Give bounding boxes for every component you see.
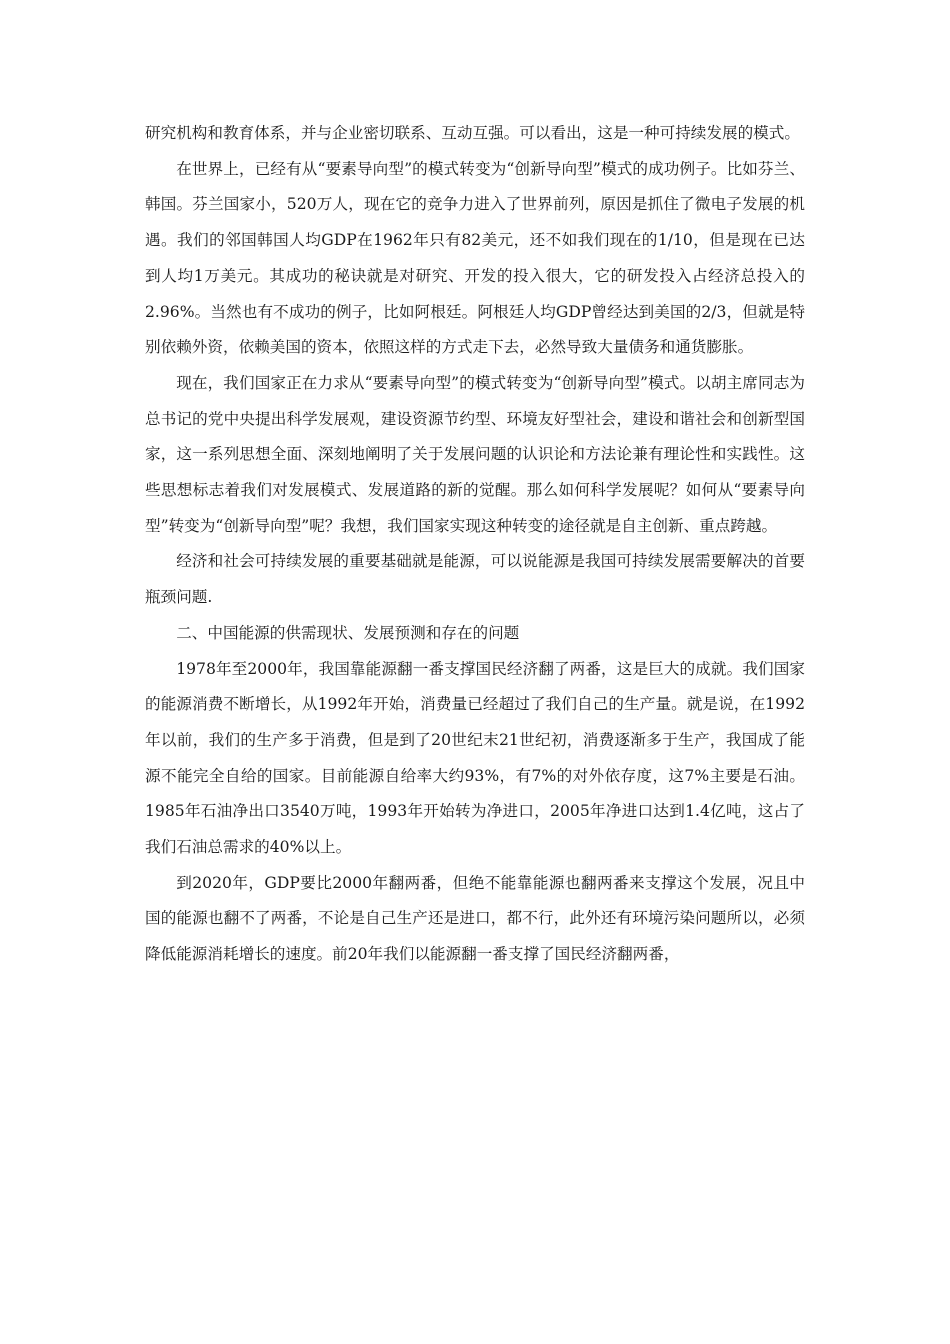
paragraph-2020-outlook: 到2020年，GDP要比2000年翻两番，但绝不能靠能源也翻两番来支撑这个发展，况且中国的能源也翻不了两番，不论是自己生产还是进口，都不行，此外还有环境污染问题所以，必须降低能源消耗增长的速度。前20年我们以能源翻一番支撑了国民经济翻两番， <box>145 873 805 964</box>
paragraph-china-transition: 现在，我们国家正在力求从“要素导向型”的模式转变为“创新导向型”模式。以胡主席同志为总书记的党中央提出科学发展观，建设资源节约型、环境友好型社会，建设和谐社会和创新型国家，这一系列思想全面、深刻地阐明了关于发展问题的认识论和方法论兼有理论性和实践性。这些思想标志着我们对发展模式、发展道路的新的觉醒。那么如何科学发展呢？如何从“要素导向型”转变为“创新导向型”呢？我想，我们国家实现这种转变的途径就是自主创新、重点跨越。 <box>145 373 805 535</box>
section-heading: 二、中国能源的供需现状、发展预测和存在的问题 <box>176 623 520 642</box>
document-body <box>145 116 805 973</box>
paragraph-energy-supply-demand: 1978年至2000年，我国靠能源翻一番支撑国民经济翻了两番，这是巨大的成就。我们国家的能源消费不断增长，从1992年开始，消费量已经超过了我们自己的生产量。就是说，在1992年以前，我们的生产多于消费，但是到了20世纪末21世纪初，消费逐渐多于生产，我国成了能源不能完全自给的国家。目前能源自给率大约93%，有7%的对外依存度，这7%主要是石油。1985年石油净出口3540万吨，1993年开始转为净进口，2005年净进口达到1.4亿吨，这占了我们石油总需求的40%以上。 <box>145 659 805 857</box>
paragraph-energy-foundation: 经济和社会可持续发展的重要基础就是能源，可以说能源是我国可持续发展需要解决的首要瓶颈问题. <box>145 552 805 607</box>
paragraph-continuation: 研究机构和教育体系，并与企业密切联系、互动互强。可以看出，这是一种可持续发展的模式。 <box>145 124 800 142</box>
paragraph-innovation-examples: 在世界上，已经有从“要素导向型”的模式转变为“创新导向型”模式的成功例子。比如芬兰、韩国。芬兰国家小，520万人，现在它的竞争力进入了世界前列，原因是抓住了微电子发展的机遇。我们的邻国韩国人均GDP在1962年只有82美元，还不如我们现在的1/10，但是现在已达到人均1万美元。其成功的秘诀就是对研究、开发的投入很大，它的研发投入占经济总投入的2.96%。当然也有不成功的例子，比如阿根廷。阿根廷人均GDP曾经达到美国的2/3，但就是特别依赖外资，依赖美国的资本，依照这样的方式走下去，必然导致大量债务和通货膨胀。 <box>145 159 805 357</box>
